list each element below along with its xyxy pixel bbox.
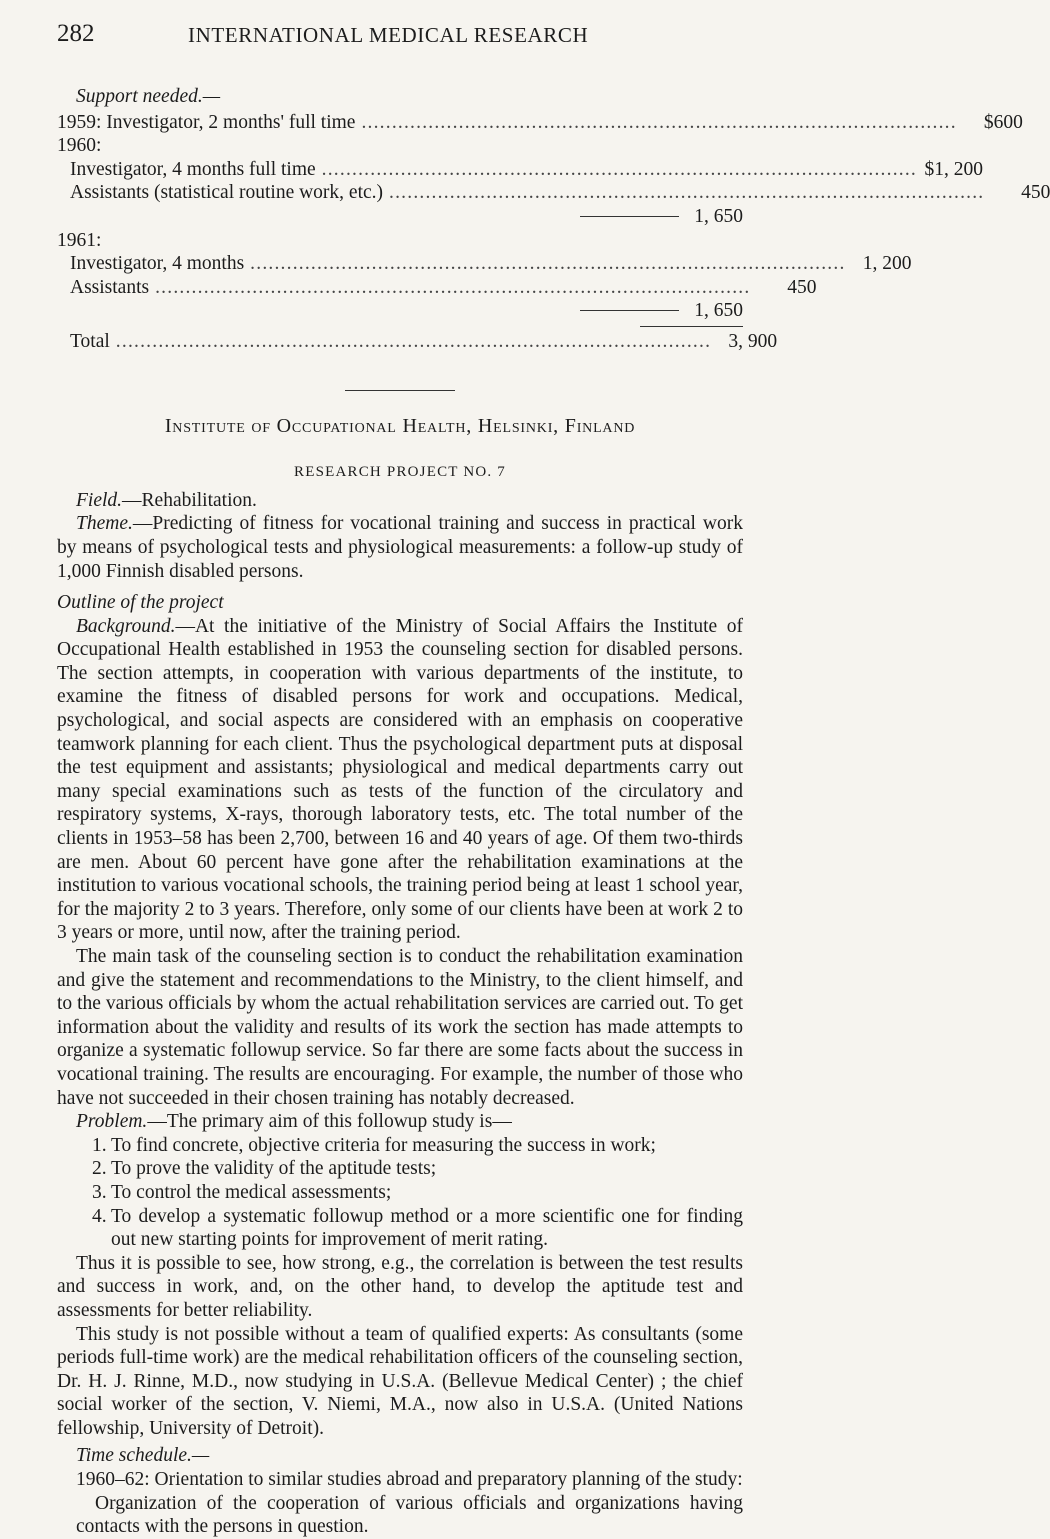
study-paragraph: This study is not possible without a team of qualified experts: As consultants (some periods full-time work) are the medical rehabilitation officers of the counseling section, Dr. H. J. Rinne, M.D., now studying in U.S.A. (Bellevue Medical Center) ; the chief social worker of the section, V. Niemi, M.A., now also in U.S.A. (United Nations fellowship, University of Detroit). — [57, 1323, 743, 1439]
budget-label: Assistants — [70, 276, 150, 298]
budget-amount: 450 — [787, 276, 817, 298]
subtotal-rule — [580, 310, 679, 323]
field-label: Field. — [76, 489, 123, 511]
budget-row — [70, 181, 1050, 205]
budget-label: Assistants (statistical routine work, etc.) — [70, 182, 384, 204]
section-divider — [345, 390, 455, 391]
subtotal-row — [57, 299, 743, 323]
aims-list — [57, 1134, 743, 1252]
page-header — [57, 22, 743, 52]
dot-leader: .................................................................................................. — [155, 276, 751, 298]
budget-amount: $600 — [983, 111, 1023, 133]
page-number: 282 — [57, 20, 95, 47]
budget-row — [57, 134, 743, 158]
project-number: RESEARCH PROJECT NO. 7 — [294, 464, 506, 481]
background-text: —At the initiative of the Ministry of Social Affairs the Institute of Occupational Health established in 1953 the counseling section for disabled persons. The section attempts, in cooperation with various departments of the institute, to examine the fitness of disabled persons for work and occupations. Medical, psychological, and social aspects are considered with an emphasis on cooperative teamwork planning for each client. Thus the psychological department puts at disposal the test equipment and assistants; physiological and medical departments carry out many special examinations such as tests of the function of the circulatory and respiratory systems, X-rays, thorough laboratory tests, etc. The total number of the clients in 1953–58 has been 2,700, between 16 and 40 years of age. Of them two-thirds are men. About 60 percent have gone after the rehabilitation examinations at the institution to various vocational schools, the training period being at least 1 school year, for the majority 2 to 3 years. Therefore, only some of our clients have been at work 2 to 3 years or more, until now, after the training period. — [57, 615, 743, 944]
background-paragraph — [57, 615, 743, 945]
problem-text: —The primary aim of this followup study is— — [147, 1111, 512, 1133]
dot-leader: .................................................................................................. — [250, 253, 846, 275]
budget-amount: $1, 200 — [924, 158, 984, 180]
budget-label: Investigator, 4 months full time — [70, 158, 316, 180]
list-number: 3. — [92, 1181, 107, 1203]
outline-heading: Outline of the project — [57, 592, 224, 614]
dot-leader: .................................................................................................. — [115, 330, 712, 352]
dot-leader: .................................................................................................. — [389, 182, 985, 204]
budget-row — [70, 158, 984, 182]
total-label: Total — [70, 330, 110, 352]
institute-heading: Institute of Occupational Health, Helsinki, Finland — [164, 414, 636, 437]
problem-paragraph — [57, 1110, 743, 1134]
list-text: To control the medical assessments; — [111, 1181, 392, 1203]
subtotal-amount: 1, 650 — [694, 300, 743, 322]
theme-label: Theme. — [76, 513, 133, 535]
budget-row — [57, 111, 1023, 135]
list-item — [57, 1181, 743, 1205]
subtotal-row — [57, 205, 743, 229]
budget-row — [57, 229, 743, 253]
theme-text: —Predicting of fitness for vocational training and success in practical work by means of psychological tests and physiological measurements: a follow-up study of 1,000 Finnish disabled persons. — [57, 513, 743, 582]
thus-paragraph: Thus it is possible to see, how strong, e.g., the correlation is between the test results and success in work, and, on the other hand, to develop the aptitude test and assessments for better reliability. — [57, 1252, 743, 1321]
field-paragraph — [57, 489, 743, 513]
budget-row — [70, 276, 817, 300]
support-heading: Support needed.— — [76, 86, 221, 107]
subtotal-amount: 1, 650 — [694, 205, 743, 227]
running-title: INTERNATIONAL MEDICAL RESEARCH — [188, 23, 589, 47]
schedule-paragraph: 1960–62: Orientation to similar studies abroad and preparatory planning of the study: — [76, 1469, 743, 1491]
list-item — [57, 1205, 743, 1252]
dot-leader: .................................................................................................. — [321, 158, 918, 180]
main-task-paragraph: The main task of the counseling section is to conduct the rehabilitation examination and give the statement and recommendations to the Ministry, to the client himself, and to the various officials by whom the actual rehabilitation services are carried out. To get information about the validity and results of its work the section has made attempts to organize a systematic followup service. So far there are some facts about the success in vocational training. The results are encouraging. For example, the number of those who have not succeeded in their chosen training has notably decreased. — [57, 946, 743, 1109]
budget-amount: 1, 200 — [862, 253, 912, 275]
list-number: 4. — [92, 1205, 107, 1227]
background-label: Background. — [76, 615, 176, 637]
list-text: To develop a systematic followup method or a more scientific one for finding out new starting points for improvement of merit rating. — [111, 1205, 743, 1251]
list-number: 1. — [92, 1134, 107, 1156]
theme-paragraph — [57, 512, 743, 583]
budget-label: 1961: — [57, 229, 102, 251]
budget-label: Investigator, 4 months — [70, 253, 245, 275]
subtotal-rule — [580, 216, 679, 229]
list-item — [57, 1134, 743, 1158]
budget-amount: 450 — [1021, 182, 1050, 204]
budget-row — [70, 252, 912, 276]
total-rule — [640, 326, 743, 327]
list-number: 2. — [92, 1158, 107, 1180]
dot-leader: .................................................................................................. — [361, 111, 957, 133]
problem-label: Problem. — [76, 1111, 148, 1133]
page-body — [57, 85, 1050, 1539]
list-item — [57, 1157, 743, 1181]
budget-label: 1959: Investigator, 2 months' full time — [57, 111, 356, 133]
organization-paragraph: Organization of the cooperation of various officials and organizations having contacts with the persons in question. — [76, 1492, 743, 1538]
list-text: To prove the validity of the aptitude tests; — [111, 1158, 437, 1180]
time-schedule-heading: Time schedule.— — [76, 1445, 210, 1467]
field-text: —Rehabilitation. — [122, 489, 257, 511]
list-text: To find concrete, objective criteria for measuring the success in work; — [111, 1134, 656, 1156]
budget-label: 1960: — [57, 135, 102, 157]
total-row — [70, 330, 778, 354]
budget-table — [57, 111, 1050, 354]
total-amount: 3, 900 — [728, 330, 778, 352]
